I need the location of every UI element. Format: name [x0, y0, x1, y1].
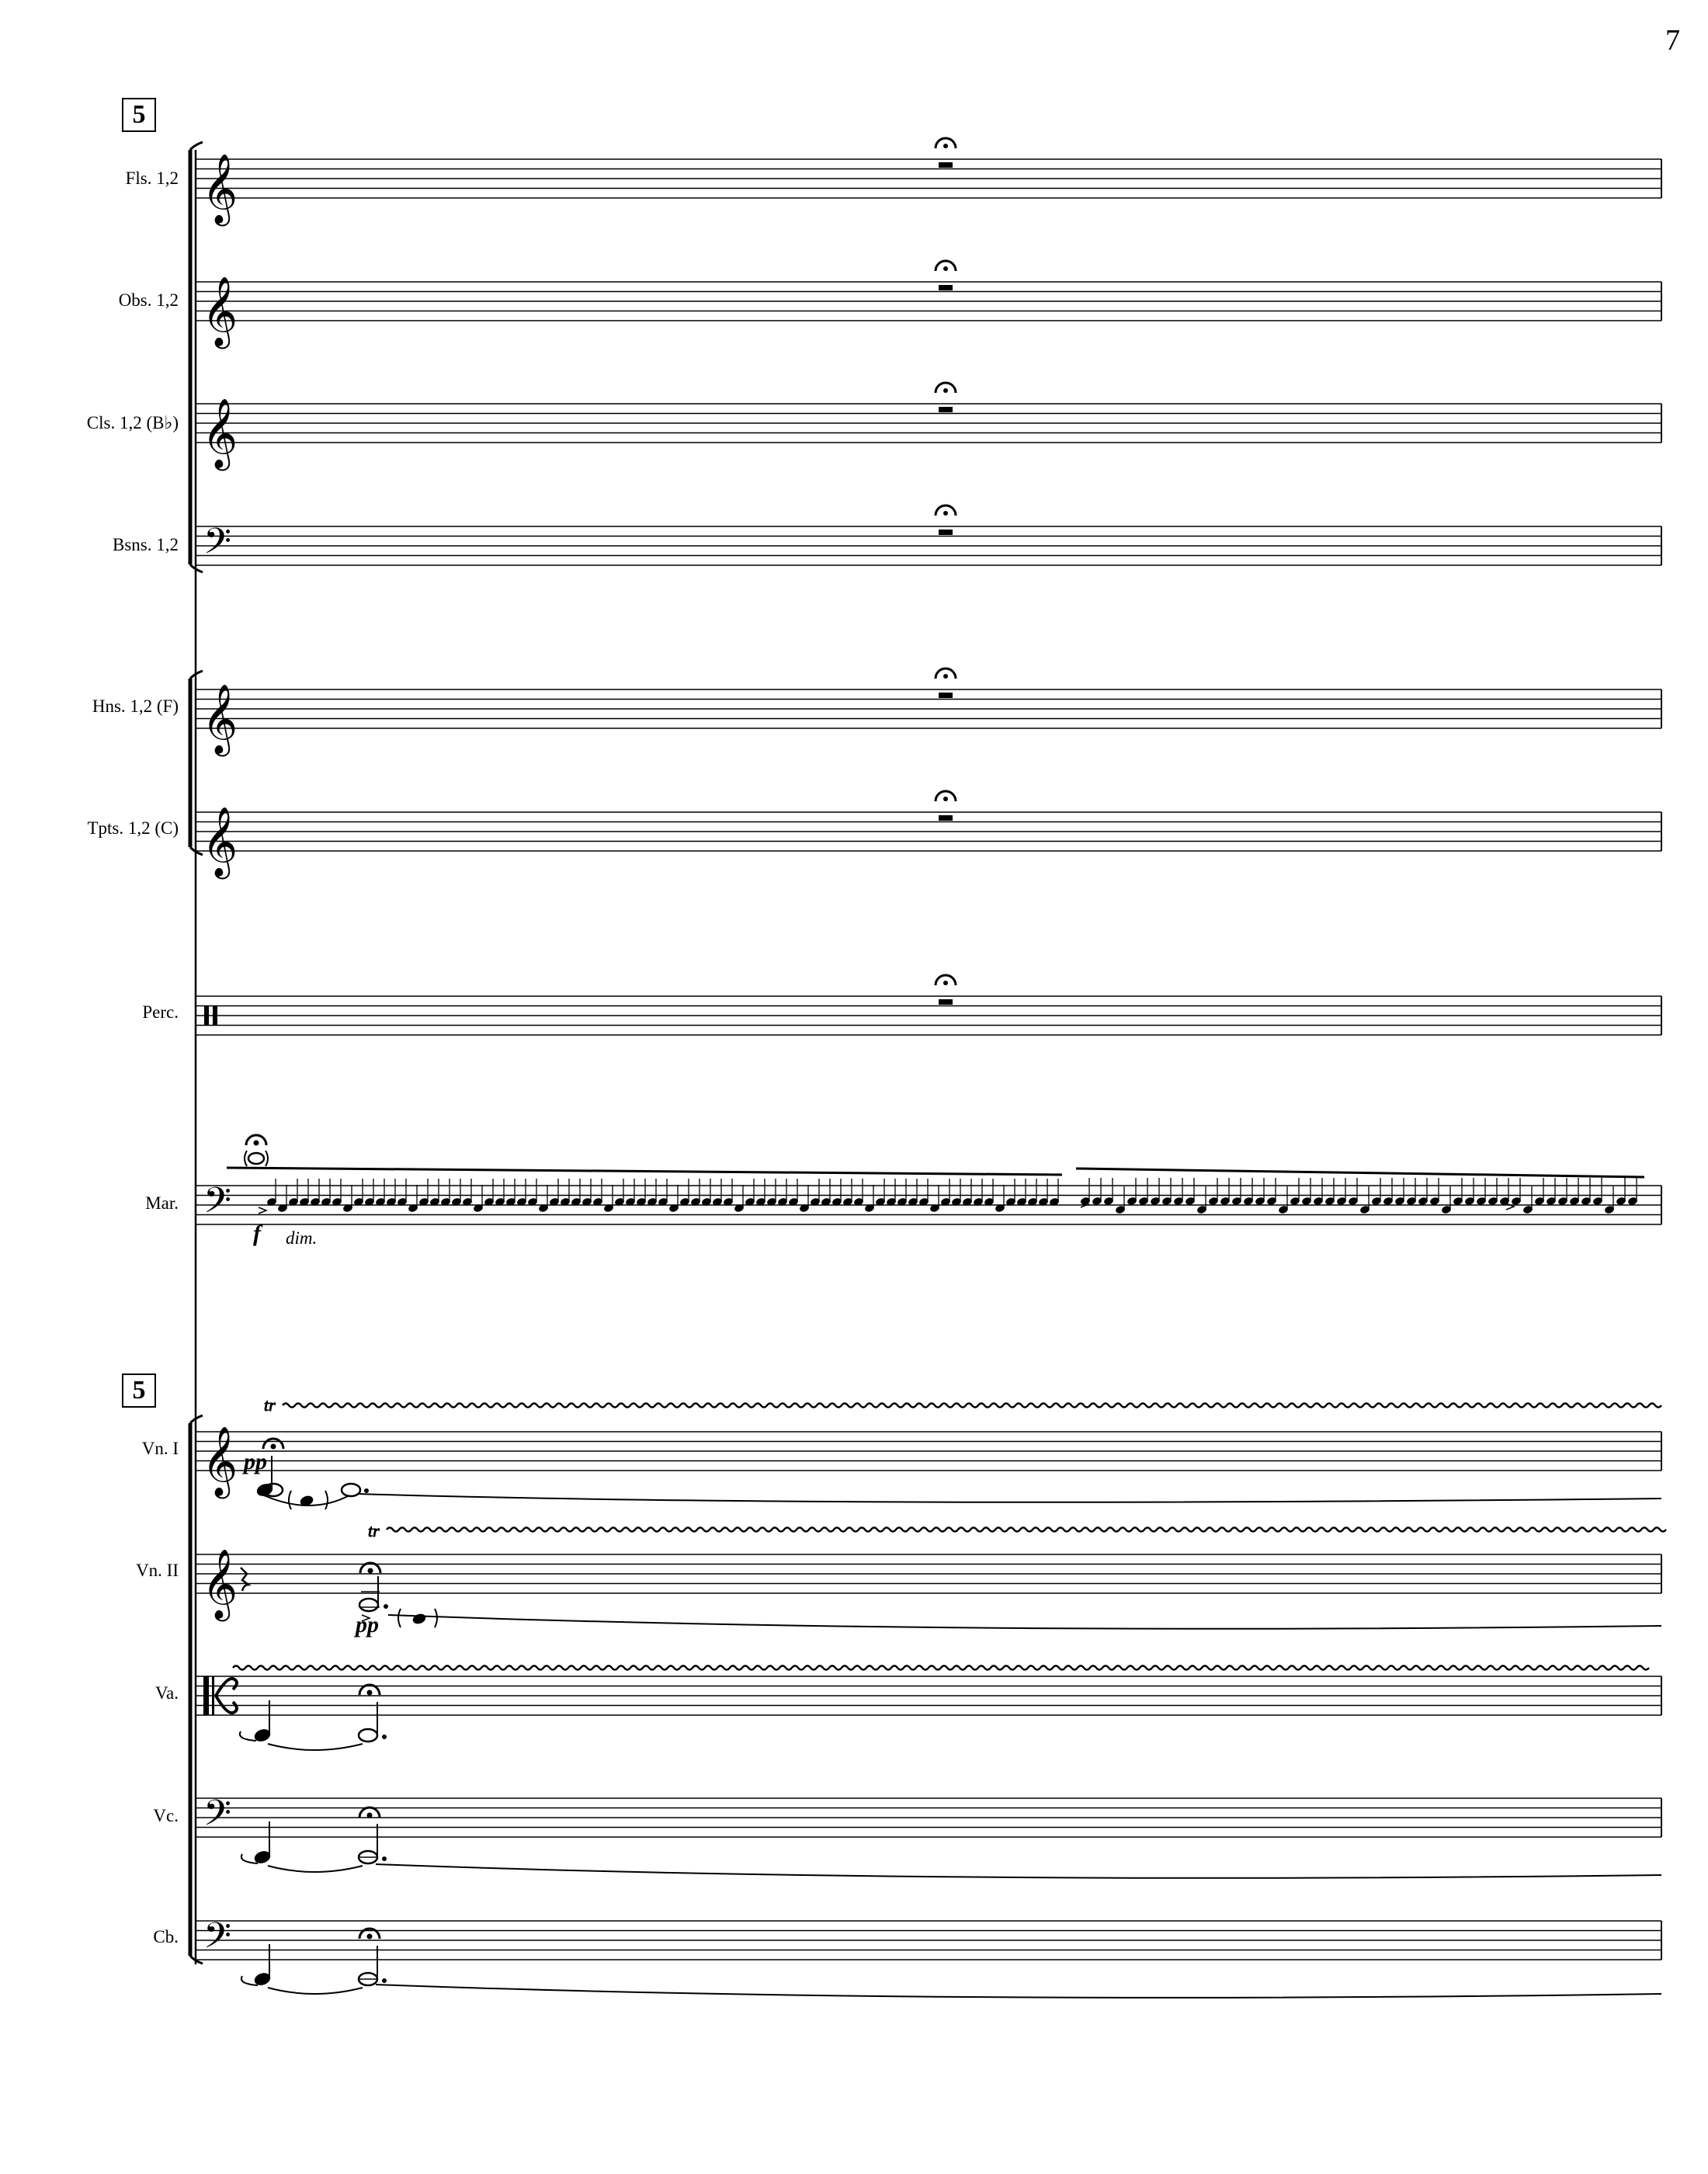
treble-clef-icon [202, 398, 238, 471]
instrument-label-viola: Va. [154, 1683, 179, 1703]
fermata-rest-bassoons [936, 505, 956, 535]
instrument-label-trumpets: Tpts. 1,2 (C) [87, 818, 179, 838]
instrument-label-cello: Vc. [153, 1806, 179, 1825]
staff-violin-1 [196, 1432, 1661, 1471]
violin2-part [241, 1521, 1666, 1629]
bass-clef-icon [203, 1915, 231, 1966]
svg-text:𝄞: 𝄞 [202, 398, 238, 468]
fermata-rest-trumpets [936, 791, 956, 821]
instrument-label-oboes: Obs. 1,2 [118, 290, 179, 310]
treble-clef-icon [202, 1549, 238, 1622]
fermata-rest-percussion [936, 975, 956, 1005]
svg-text:𝄢: 𝄢 [203, 1792, 232, 1843]
fermata-rest-clarinets [936, 383, 956, 412]
svg-text:𝄞: 𝄞 [202, 684, 238, 754]
violin2-trill-sign: tr [368, 1521, 380, 1540]
bass-clef-icon [203, 1793, 231, 1843]
instrument-label-violin-1: Vn. I [141, 1439, 179, 1458]
instrument-label-clarinets: Cls. 1,2 (B♭) [86, 413, 179, 432]
staff-cello [196, 1798, 1661, 1837]
svg-text:𝄞: 𝄞 [202, 1426, 238, 1496]
svg-text:𝄞: 𝄞 [202, 154, 238, 224]
staff-oboes [196, 282, 1661, 321]
staff-bassoons [196, 526, 1661, 565]
staff-trumpets [196, 812, 1661, 851]
bass-clef-icon [203, 521, 231, 571]
staff-contrabass [196, 1921, 1661, 1960]
treble-clef-icon [202, 807, 238, 880]
instrument-label-flutes: Fls. 1,2 [125, 168, 179, 188]
violin1-trill-sign: tr [264, 1395, 276, 1415]
svg-text:𝄞: 𝄞 [202, 807, 238, 877]
instrument-label-bassoons: Bsns. 1,2 [113, 535, 179, 554]
staff-percussion [196, 996, 1661, 1035]
staff-viola [196, 1676, 1661, 1715]
treble-clef-icon [202, 154, 238, 227]
staff-flutes [196, 159, 1661, 198]
marimba-fermata-note [245, 1135, 268, 1166]
svg-text:𝄞: 𝄞 [202, 276, 238, 346]
quarter-rest [241, 1568, 248, 1591]
rehearsal-mark-top: 5 [122, 98, 156, 132]
bass-clef-icon [203, 1180, 231, 1231]
staff-horns [196, 689, 1661, 728]
instrument-label-marimba: Mar. [145, 1193, 179, 1213]
marimba-forte: f [253, 1221, 261, 1246]
svg-text:𝄢: 𝄢 [203, 1915, 232, 1966]
violin1-part [255, 1395, 1661, 1509]
viola-part [233, 1666, 1649, 1751]
fermata-rest-oboes [936, 261, 956, 290]
rehearsal-mark-strings: 5 [122, 1374, 156, 1408]
treble-clef-icon [202, 684, 238, 757]
staff-violin-2 [196, 1554, 1661, 1593]
treble-clef-icon [202, 1426, 238, 1499]
svg-text:𝄢: 𝄢 [203, 520, 232, 571]
instrument-label-violin-2: Vn. II [136, 1561, 179, 1580]
contrabass-part [241, 1929, 1661, 1998]
fermata-rest-horns [936, 669, 956, 698]
marimba-dim: dim. [286, 1228, 318, 1248]
page-number: 7 [1665, 24, 1680, 57]
instrument-label-contrabass: Cb. [153, 1927, 179, 1947]
fermata-rest-flutes [936, 138, 956, 168]
violin2-pianissimo: pp [356, 1612, 379, 1637]
instrument-label-horns: Hns. 1,2 (F) [92, 696, 179, 716]
svg-text:𝄢: 𝄢 [203, 1179, 232, 1231]
violin1-pianissimo: pp [244, 1449, 267, 1474]
marimba-passage [227, 1135, 1644, 1214]
treble-clef-icon [202, 276, 238, 349]
instrument-label-percussion: Perc. [142, 1002, 179, 1022]
staff-clarinets [196, 404, 1661, 443]
svg-text:𝄞: 𝄞 [202, 1549, 238, 1619]
